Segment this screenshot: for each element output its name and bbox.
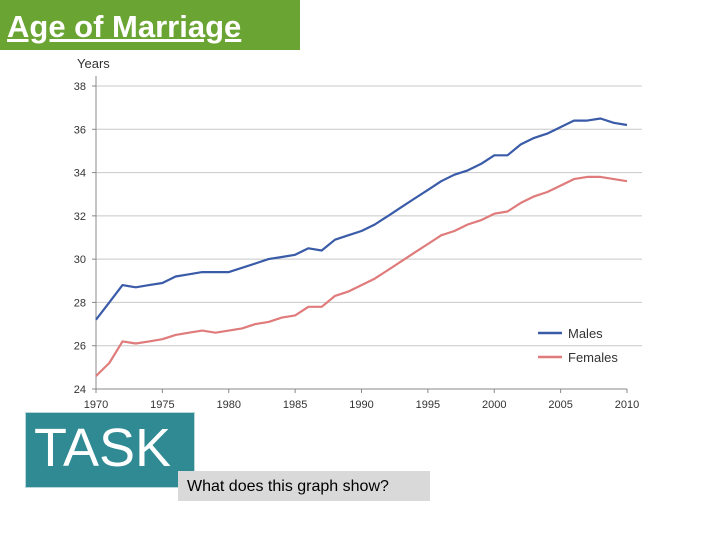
y-tick-label: 24 [73,384,86,396]
task-box [25,412,195,488]
y-axis-label: Years [77,56,110,71]
y-tick-label: 28 [73,297,86,310]
y-tick-label: 38 [73,81,86,93]
series-line-males [96,119,627,320]
legend-label-males: Males [568,326,603,341]
x-tick-label: 1975 [150,399,175,411]
x-tick-label: 1970 [83,399,109,411]
x-tick-label: 2010 [614,399,640,411]
y-tick-label: 36 [73,124,86,137]
y-tick-label: 26 [73,340,86,353]
x-tick-label: 1990 [349,399,374,411]
x-tick-label: 1995 [415,399,441,411]
y-tick-label: 32 [73,210,86,223]
x-tick-label: 2000 [482,399,507,411]
y-tick-label: 30 [73,254,86,267]
question-box [178,471,430,501]
slide-title: Age of Marriage [7,9,242,44]
question-text: What does this graph show? [187,478,389,495]
y-tick-label: 34 [73,167,86,180]
x-tick-label: 1980 [216,399,241,411]
x-tick-label: 1985 [282,399,308,411]
legend-label-females: Females [568,350,618,365]
task-label: TASK [34,418,172,478]
x-tick-label: 2005 [548,399,573,411]
